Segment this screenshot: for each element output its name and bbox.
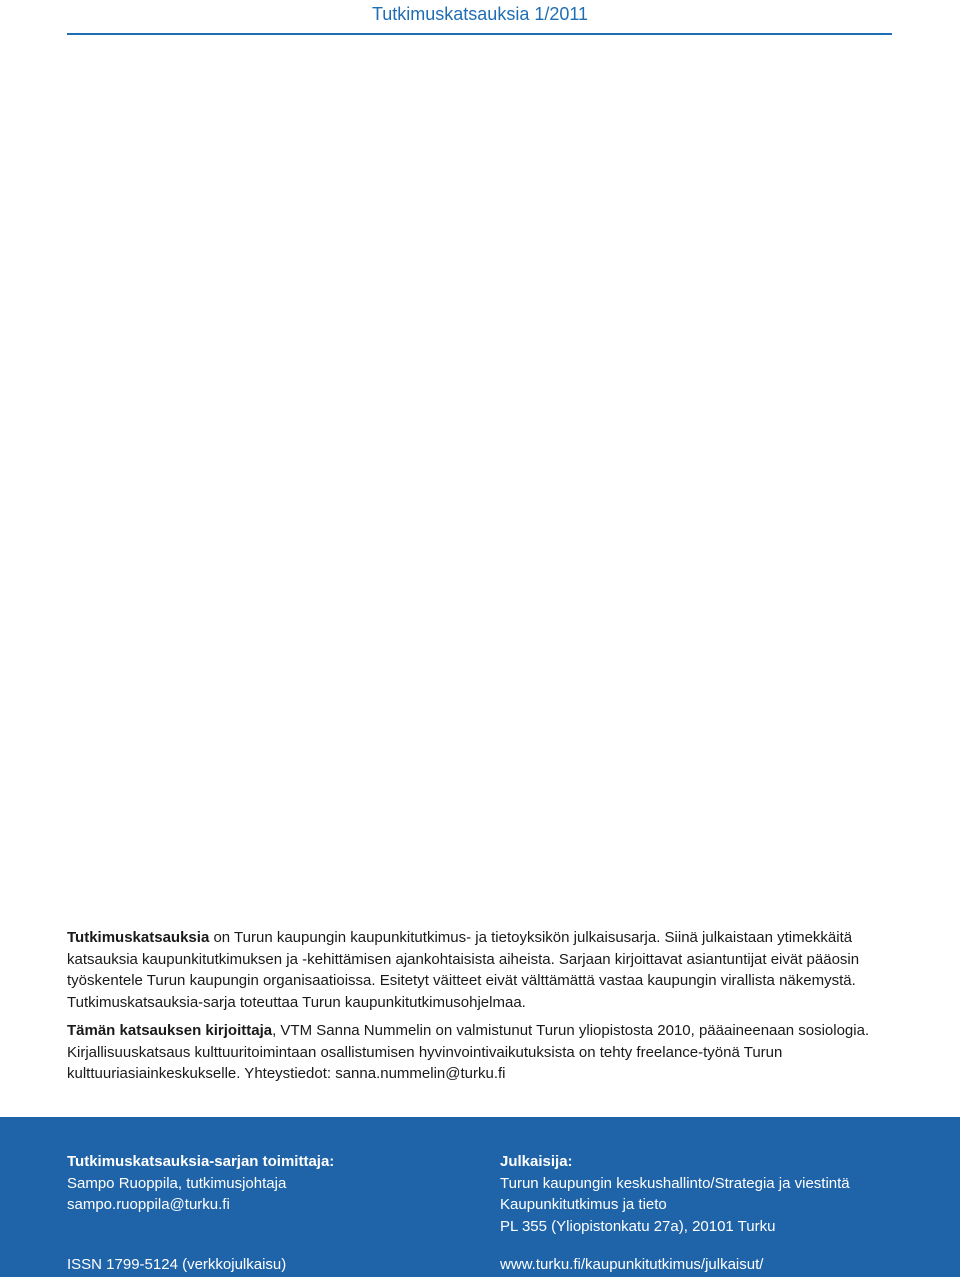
editor-email[interactable]: sampo.ruoppila@turku.fi: [67, 1196, 230, 1213]
issn-text: ISSN 1799-5124 (verkkojulkaisu): [67, 1256, 287, 1273]
publisher-line-2: Kaupunkitutkimus ja tieto: [500, 1196, 667, 1213]
publisher-line-1: Turun kaupungin keskushallinto/Strategia ja viestintä: [500, 1174, 850, 1192]
series-description-text: on Turun kaupungin kaupunkitutkimus- ja tietoyksikön julkaisusarja. Siinä julkaistaan ytimekkäitä katsauksia kaupunkitutkimuksen ja -kehittämisen ajankohtaisista aiheista. Sarjaan kirjoittavat asiantuntijat eivät pääosin työskentele Turun kaupungin organisaatioissa. Esitetyt väitteet eivät välttämättä vastaa kaupungin virallista näkemystä. Tutkimuskatsauksia-sarja toteuttaa Turun kaupunkitutkimusohjelmaa.: [67, 929, 860, 1011]
editor-name: Sampo Ruoppila, tutkimusjohtaja: [67, 1174, 287, 1192]
publications-link[interactable]: www.turku.fi/kaupunkitutkimus/julkaisut/: [500, 1256, 764, 1273]
author-description: [67, 1020, 892, 1085]
publisher-address: PL 355 (Yliopistonkatu 27a), 20101 Turku: [500, 1217, 776, 1235]
author-heading: Tämän katsauksen kirjoittaja: [67, 1022, 273, 1039]
header-divider: [67, 33, 892, 35]
author-description-text: , VTM Sanna Nummelin on valmistunut Turun yliopistosta 2010, pääaineenaan sosiologia. Kirjallisuuskatsaus kulttuuritoimintaan osallistumisen hyvinvointivaikutuksista on tehty freelance-työnä Turun kulttuuriasiainkeskukselle. Yhteystiedot: sanna.nummelin@turku.fi: [67, 1022, 870, 1082]
series-description: [67, 927, 892, 1013]
publisher-block: [500, 1151, 930, 1237]
editor-label: Tutkimuskatsauksia-sarjan toimittaja:: [67, 1153, 335, 1170]
editor-block: [67, 1151, 467, 1216]
footer-panel: [0, 1117, 960, 1277]
publisher-label: Julkaisija:: [500, 1153, 573, 1170]
page-header-title: Tutkimuskatsauksia 1/2011: [371, 4, 589, 24]
series-name: Tutkimuskatsauksia: [67, 929, 210, 946]
